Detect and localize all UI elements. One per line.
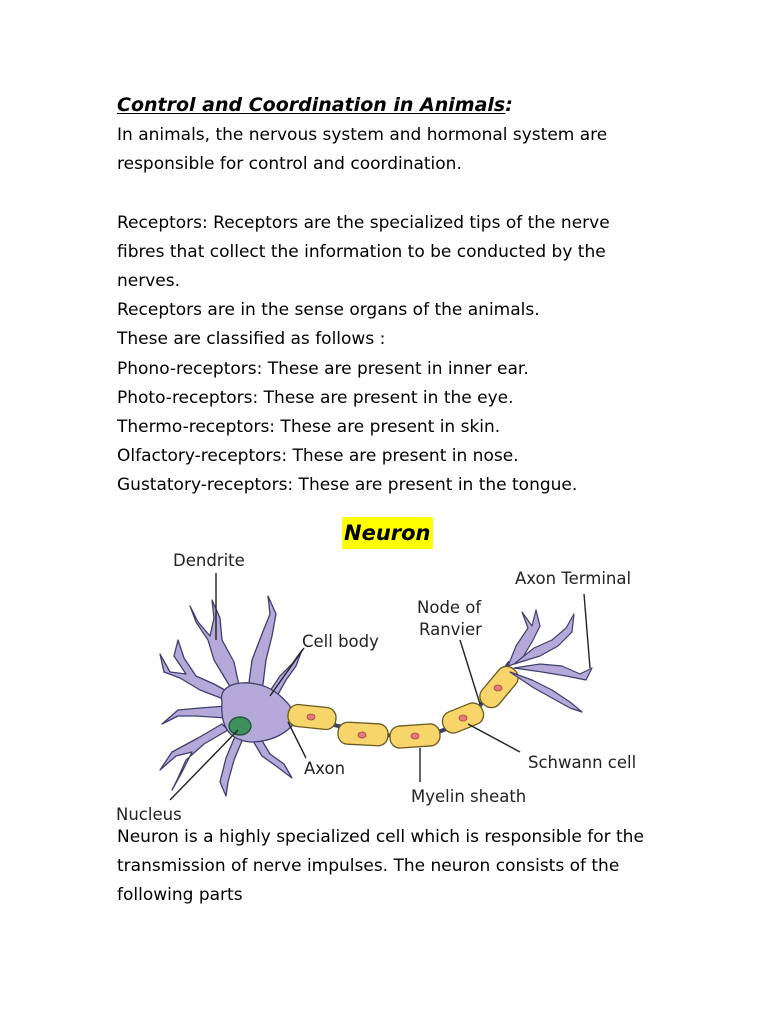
- neuron-description: [117, 823, 644, 911]
- schwann-nucleus: [459, 715, 467, 721]
- text-line: These are classified as follows :: [117, 329, 386, 350]
- section-title-colon: :: [505, 94, 513, 116]
- receptor-olfactory: Olfactory-receptors: These are present in nose.: [117, 446, 519, 467]
- soma: [221, 683, 292, 742]
- terminal-branch: [510, 672, 582, 712]
- label-myelin-sheath: Myelin sheath: [411, 787, 527, 806]
- myelin-sheath-shape: [287, 662, 522, 748]
- text-line: following parts: [117, 885, 243, 906]
- leader-node-of-ranvier: [460, 640, 480, 704]
- label-node-of-ranvier-line2: Ranvier: [419, 620, 482, 639]
- text-line: fibres that collect the information to be conducted by the: [117, 241, 606, 262]
- label-node-of-ranvier-line1: Node of: [417, 598, 482, 617]
- dendrite-branch: [220, 734, 244, 796]
- dendrite-branch: [160, 724, 228, 790]
- text-line: Receptors: Receptors are the specialized tips of the nerve: [117, 212, 610, 233]
- text-line: Receptors are in the sense organs of the animals.: [117, 300, 540, 321]
- leader-schwann-cell: [468, 724, 520, 752]
- text-line: In animals, the nervous system and hormonal system are: [117, 125, 608, 145]
- schwann-nucleus: [307, 714, 315, 720]
- neuron-diagram: [0, 545, 768, 830]
- text-line: nerves.: [117, 270, 181, 291]
- receptor-gustatory: Gustatory-receptors: These are present in the tongue.: [117, 475, 578, 496]
- receptor-thermo: Thermo-receptors: These are present in skin.: [117, 416, 501, 437]
- schwann-nucleus: [494, 685, 502, 691]
- axon-terminal-shape: [508, 610, 592, 712]
- label-axon: Axon: [304, 759, 346, 778]
- label-cell-body: Cell body: [302, 632, 379, 651]
- section-title: Control and Coordination in Animals: [117, 94, 506, 116]
- text-line: transmission of nerve impulses. The neuron consists of the: [117, 856, 620, 877]
- text-line: Neuron is a highly specialized cell which is responsible for the: [117, 827, 644, 847]
- label-dendrite: Dendrite: [173, 551, 245, 570]
- label-schwann-cell: Schwann cell: [528, 753, 637, 772]
- section-heading: [117, 92, 513, 118]
- text-line: responsible for control and coordination.: [117, 154, 462, 175]
- label-axon-terminal: Axon Terminal: [515, 569, 632, 588]
- label-nucleus: Nucleus: [116, 805, 182, 824]
- schwann-nucleus: [358, 732, 366, 738]
- leader-axon-terminal: [584, 594, 590, 668]
- blank-line: [117, 179, 747, 208]
- dendrite-branch: [162, 706, 226, 724]
- receptor-phono: Phono-receptors: These are present in inner ear.: [117, 358, 529, 379]
- figure-title: Neuron: [342, 517, 433, 549]
- intro-text: [117, 121, 747, 500]
- nucleus-shape: [229, 717, 251, 735]
- schwann-nucleus: [411, 733, 419, 739]
- cell-body-shape: [160, 596, 302, 796]
- leader-cell-body: [270, 648, 304, 696]
- receptor-photo: Photo-receptors: These are present in the eye.: [117, 387, 514, 408]
- dendrite-branch: [248, 596, 276, 692]
